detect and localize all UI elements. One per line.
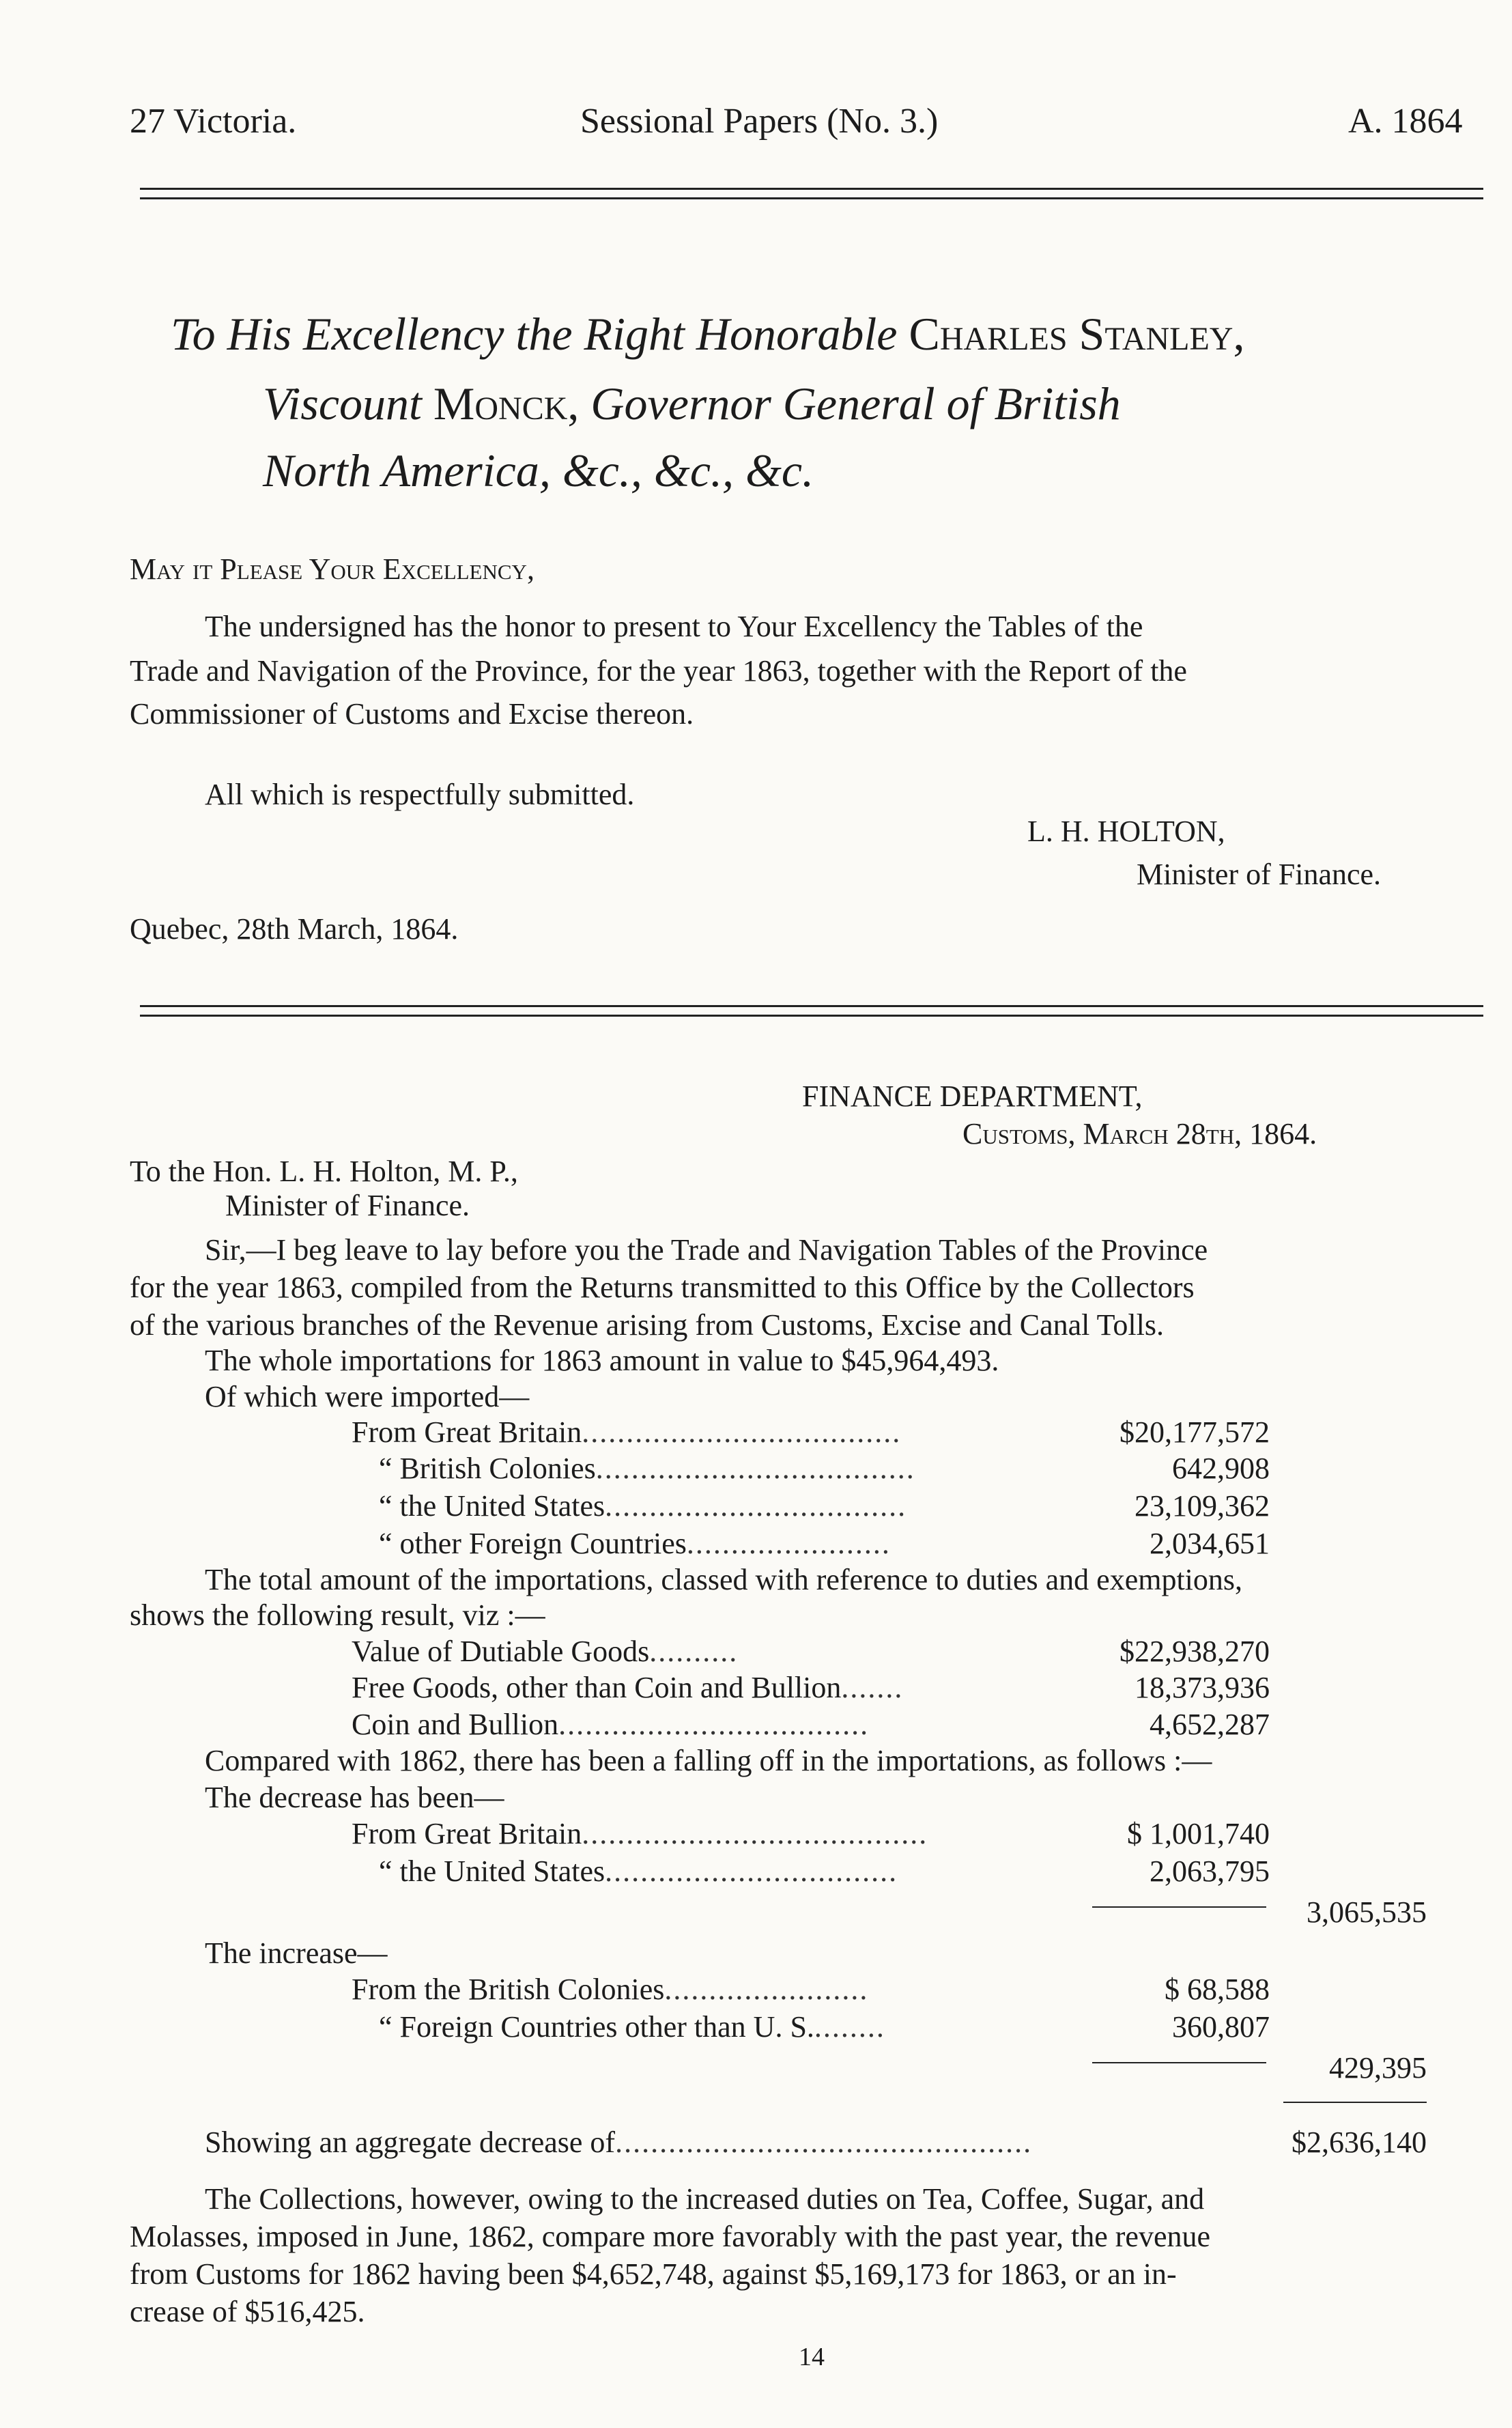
header-rule-top xyxy=(140,188,1483,190)
recipient-line-1: To the Hon. L. H. Holton, M. P., xyxy=(130,1155,518,1188)
import-row-label: “ the United States.................................. xyxy=(379,1489,907,1523)
header-left: 27 Victoria. xyxy=(130,102,297,141)
class-row-label: Coin and Bullion................................... xyxy=(352,1708,870,1741)
increase-row-amount: $ 68,588 xyxy=(1165,1973,1270,2006)
header-rule-bottom xyxy=(140,197,1483,199)
import-row-label: “ other Foreign Countries....................... xyxy=(379,1527,891,1560)
aggregate-label: Showing an aggregate decrease of............................................... xyxy=(205,2126,1033,2159)
letter1-para2: All which is respectfully submitted. xyxy=(205,778,635,811)
increase-heading: The increase— xyxy=(205,1936,388,1970)
decrease-row-label: “ the United States................................. xyxy=(379,1854,898,1888)
address-line-2-name: Monck, xyxy=(433,378,580,429)
decrease-row-amount: 2,063,795 xyxy=(1150,1854,1270,1888)
class-row-amount: 18,373,936 xyxy=(1135,1671,1270,1704)
decrease-row-label: From Great Britain....................................... xyxy=(352,1817,928,1850)
signer-name: L. H. HOLTON, xyxy=(1027,815,1225,848)
letter1-para1-line3: Commissioner of Customs and Excise thereon. xyxy=(130,697,694,731)
section-rule-bottom xyxy=(140,1015,1483,1017)
letter2-p1-line2: for the year 1863, compiled from the Returns transmitted to this Office by the Collectors xyxy=(130,1271,1195,1304)
letter1-para1-line2: Trade and Navigation of the Province, for the year 1863, together with the Report of the xyxy=(130,654,1187,688)
import-row-label: “ British Colonies.................................... xyxy=(379,1452,915,1485)
letter2-p5: Compared with 1862, there has been a falling off in the importations, as follows :— xyxy=(205,1744,1212,1777)
recipient-line-2: Minister of Finance. xyxy=(225,1189,470,1222)
place-date: Quebec, 28th March, 1864. xyxy=(130,912,459,946)
letter2-p1-line1: Sir,—I beg leave to lay before you the Trade and Navigation Tables of the Province xyxy=(205,1233,1208,1267)
letter2-p6-line3: from Customs for 1862 having been $4,652,748, against $5,169,173 for 1863, or an in- xyxy=(130,2257,1177,2291)
class-row-label: Free Goods, other than Coin and Bullion....... xyxy=(352,1671,904,1704)
address-line-1-name: Charles Stanley, xyxy=(909,308,1245,360)
address-line-2-italic-a: Viscount xyxy=(263,378,422,429)
class-row-label: Value of Dutiable Goods.......... xyxy=(352,1635,739,1668)
address-line-1-italic: To His Excellency the Right Honorable xyxy=(171,308,898,360)
letter2-p6-line1: The Collections, however, owing to the increased duties on Tea, Coffee, Sugar, and xyxy=(205,2182,1205,2216)
letter2-p2: The whole importations for 1863 amount in value to $45,964,493. xyxy=(205,1344,999,1377)
section-rule-top xyxy=(140,1005,1483,1007)
letter2-p1-line3: of the various branches of the Revenue arising from Customs, Excise and Canal Tolls. xyxy=(130,1308,1164,1342)
letter2-p3: Of which were imported— xyxy=(205,1380,530,1413)
import-row-amount: 23,109,362 xyxy=(1135,1489,1270,1523)
import-row-label: From Great Britain.................................... xyxy=(352,1415,902,1449)
increase-row-label: From the British Colonies....................... xyxy=(352,1973,869,2006)
page-number: 14 xyxy=(799,2343,825,2371)
letter2-p4-line1: The total amount of the importations, classed with reference to duties and exemptions, xyxy=(205,1563,1243,1596)
letter1-para1-line1: The undersigned has the honor to present to Your Excellency the Tables of the xyxy=(205,610,1143,643)
class-row-amount: 4,652,287 xyxy=(1150,1708,1270,1741)
import-row-amount: 2,034,651 xyxy=(1150,1527,1270,1560)
import-row-amount: $20,177,572 xyxy=(1119,1415,1270,1449)
letter2-p4-line2: shows the following result, viz :— xyxy=(130,1598,545,1632)
aggregate-amount: $2,636,140 xyxy=(1292,2126,1427,2159)
address-line-2-italic-b: Governor General of British xyxy=(590,378,1121,429)
increase-total: 429,395 xyxy=(1329,2051,1427,2085)
increase-subtotal-rule xyxy=(1092,2062,1266,2063)
increase-row-amount: 360,807 xyxy=(1172,2010,1270,2044)
decrease-row-amount: $ 1,001,740 xyxy=(1127,1817,1270,1850)
address-line-3: North America, &c., &c., &c. xyxy=(263,444,814,496)
decrease-heading: The decrease has been— xyxy=(205,1781,504,1814)
salutation: May it Please Your Excellency, xyxy=(130,552,534,586)
aggregate-rule xyxy=(1283,2102,1427,2103)
signer-title: Minister of Finance. xyxy=(1137,858,1382,891)
header-right: A. 1864 xyxy=(1348,102,1463,141)
class-row-amount: $22,938,270 xyxy=(1119,1635,1270,1668)
decrease-subtotal-rule xyxy=(1092,1906,1266,1908)
letter2-p6-line2: Molasses, imposed in June, 1862, compare more favorably with the past year, the revenue xyxy=(130,2220,1211,2253)
increase-row-label: “ Foreign Countries other than U. S......... xyxy=(379,2010,885,2044)
dept-subheading: Customs, March 28th, 1864. xyxy=(962,1117,1317,1151)
address-line-1 xyxy=(171,307,1244,361)
decrease-total: 3,065,535 xyxy=(1307,1895,1427,1929)
letter2-p6-line4: crease of $516,425. xyxy=(130,2295,365,2328)
dept-heading: FINANCE DEPARTMENT, xyxy=(802,1079,1143,1113)
import-row-amount: 642,908 xyxy=(1172,1452,1270,1485)
header-center: Sessional Papers (No. 3.) xyxy=(580,102,939,141)
address-line-2 xyxy=(263,377,1121,431)
